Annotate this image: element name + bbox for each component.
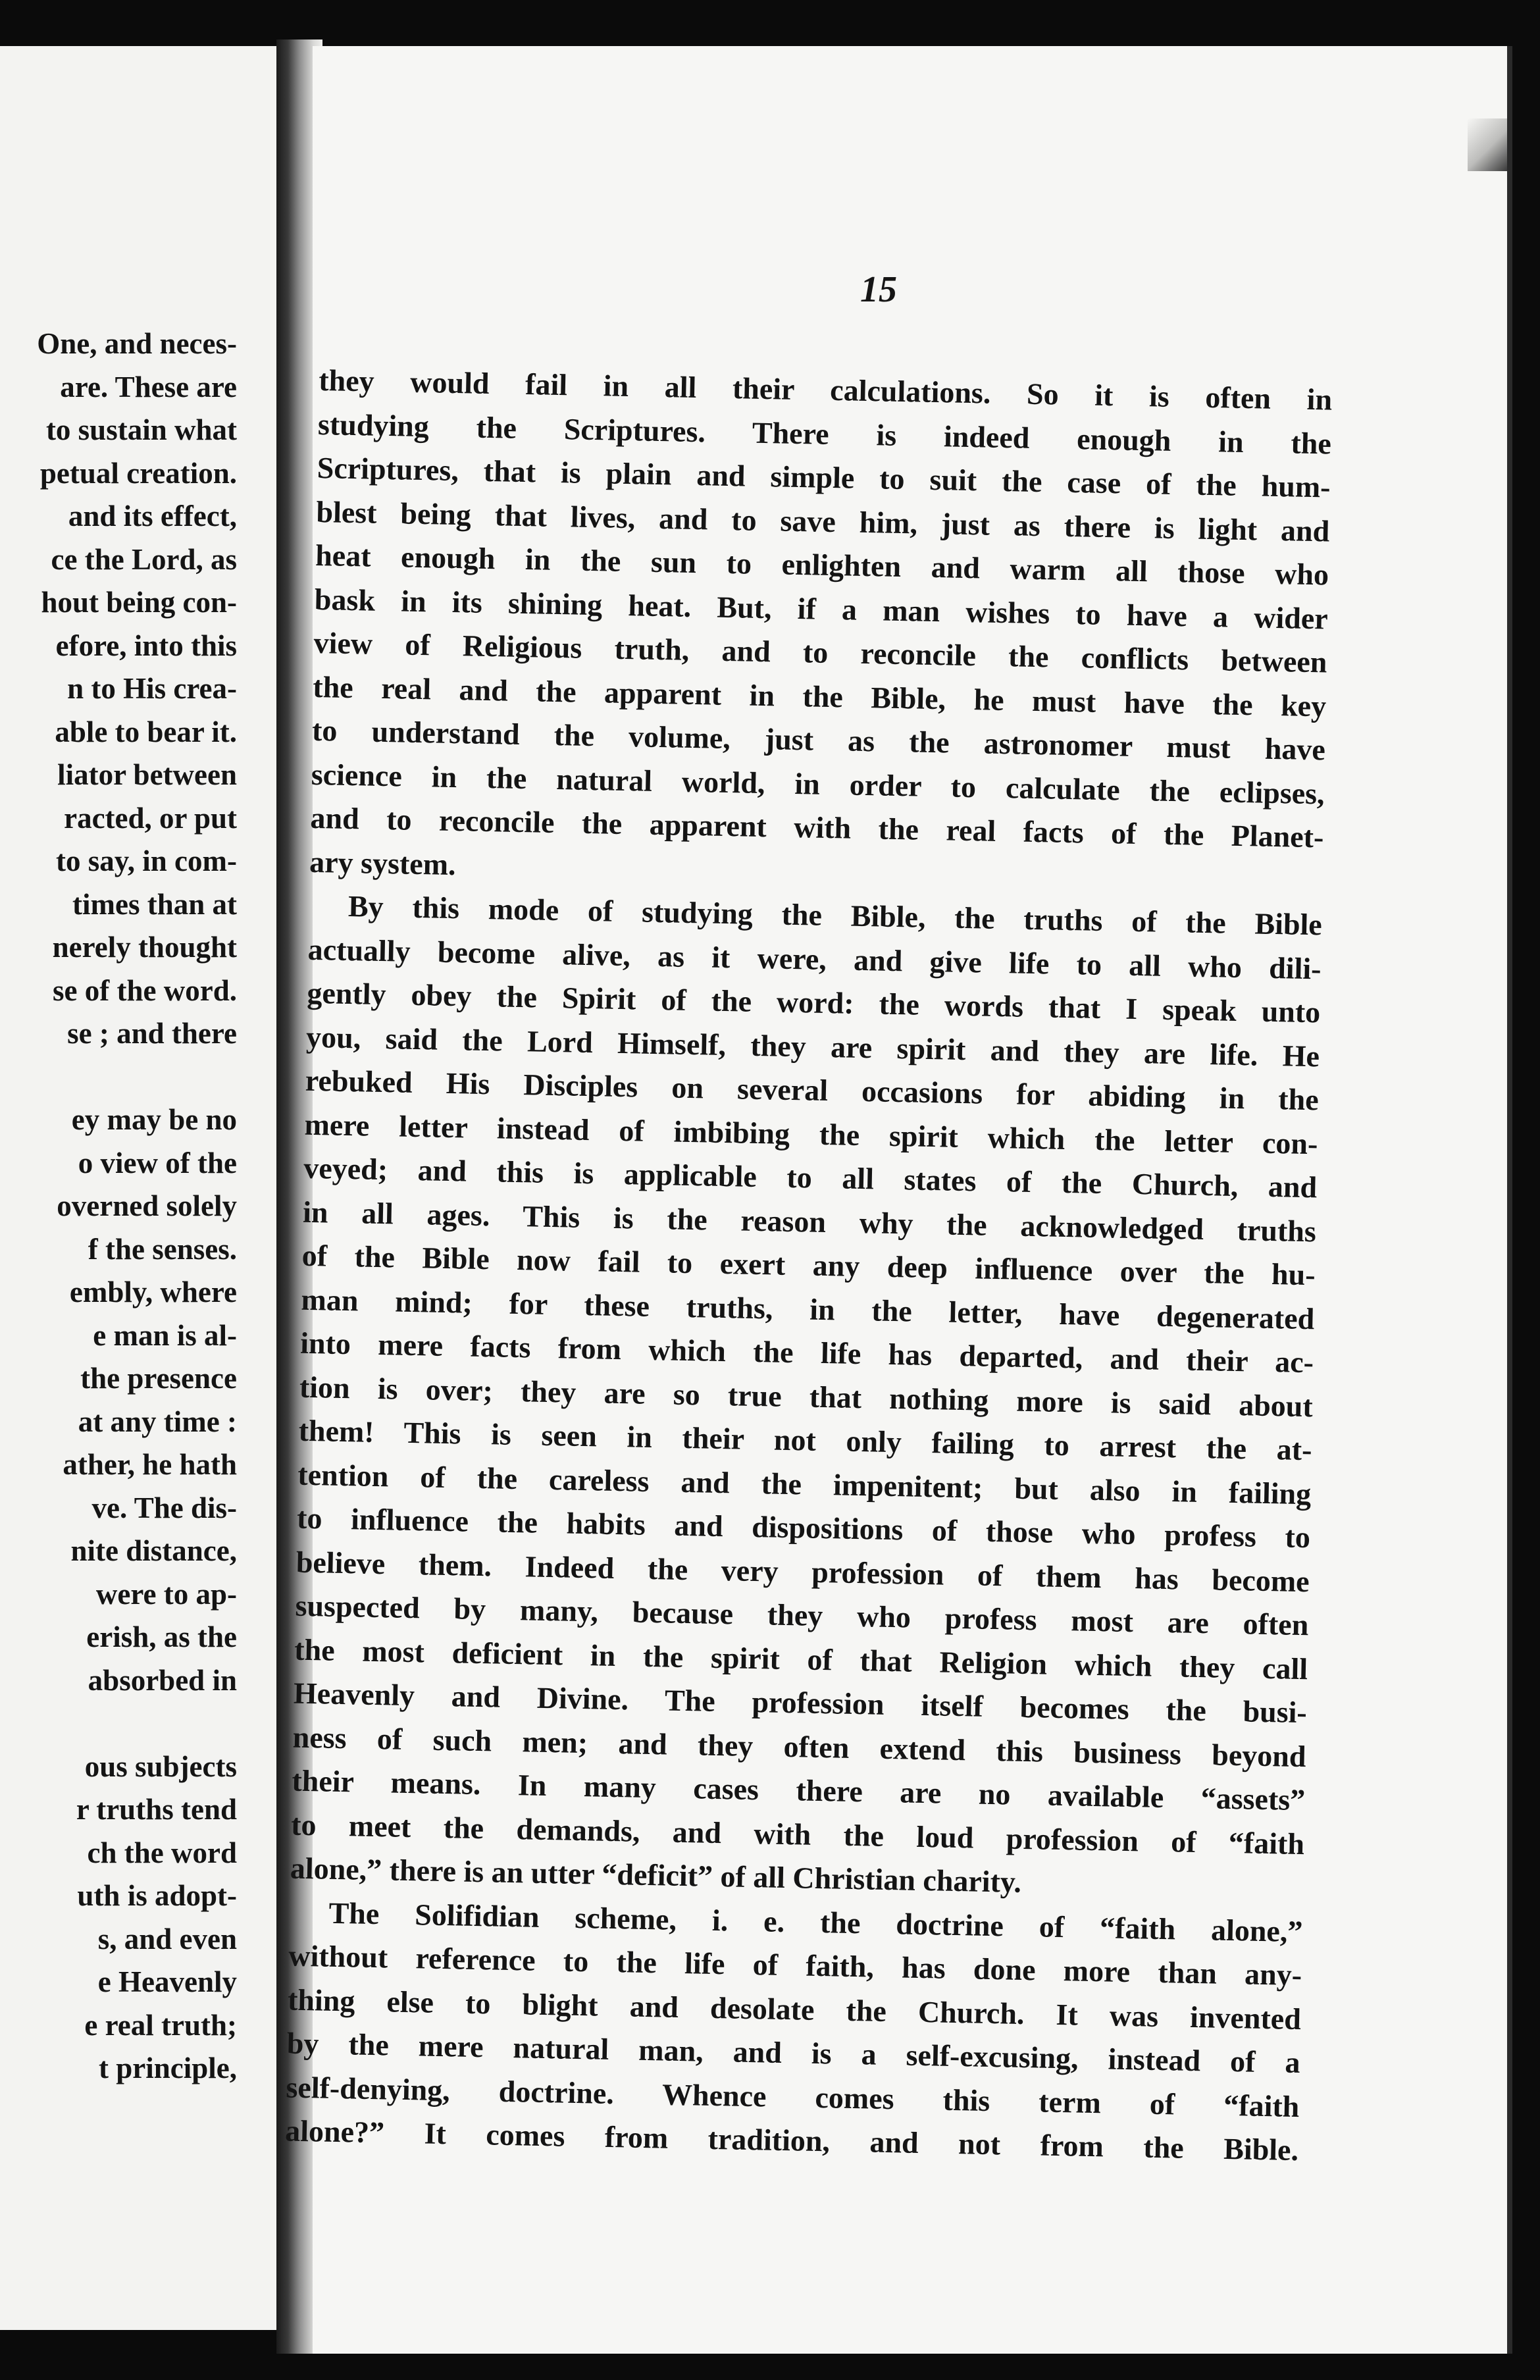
text-line: suspected by many, because they who profess most are often xyxy=(295,1588,1309,1642)
left-page-line: the presence xyxy=(80,1362,237,1395)
text-line: their means. In many cases there are no available “assets” xyxy=(292,1763,1306,1817)
scan-bottom-edge xyxy=(0,2354,1540,2380)
paragraph-3 xyxy=(285,1890,1303,2172)
text-line: gently obey the Spirit of the word: the words that I speak unto xyxy=(307,975,1321,1029)
text-line: ness of such men; and they often extend this business beyond xyxy=(292,1720,1307,1773)
left-page-line: ce the Lord, as xyxy=(51,542,237,576)
left-page-line: s, and even xyxy=(97,1922,237,1955)
left-page-line: petual creation. xyxy=(39,456,237,490)
left-page-line: e Heavenly xyxy=(97,1965,237,1998)
left-page-line: n to His crea- xyxy=(67,672,237,705)
text-line: veyed; and this is applicable to all states of the Church, and xyxy=(303,1151,1318,1204)
left-page-line: se of the word. xyxy=(53,973,237,1007)
left-page-line: erish, as the xyxy=(86,1620,237,1653)
text-line: studying the Scriptures. There is indeed enough in the xyxy=(317,407,1332,461)
paragraph-2 xyxy=(290,884,1322,1910)
text-line: of the Bible now fail to exert any deep influence over the hu- xyxy=(301,1238,1316,1292)
text-line: alone,” there is an utter “deficit” of all Christian charity. xyxy=(290,1851,1022,1899)
left-page-text xyxy=(0,323,237,2090)
text-line: Scriptures, that is plain and simple to suit the case of the hum- xyxy=(317,450,1331,504)
text-line: by the mere natural man, and is a self-excusing, instead of a xyxy=(286,2026,1301,2080)
text-line: believe them. Indeed the very profession of them has become xyxy=(295,1545,1310,1598)
left-page-line: to say, in com- xyxy=(56,844,237,877)
left-page-line: ch the word xyxy=(87,1836,237,1869)
paragraph-1 xyxy=(309,359,1333,903)
left-page-line xyxy=(0,1702,237,1746)
text-line: to meet the demands, and with the loud profession of “faith xyxy=(290,1807,1305,1861)
page-corner-fold xyxy=(1468,118,1507,171)
left-page-line: times than at xyxy=(72,887,237,921)
text-line: blest being that lives, and to save him, just as there is light and xyxy=(316,494,1330,548)
text-line: the real and the apparent in the Bible, he must have the key xyxy=(312,669,1327,723)
left-page-line: se ; and there xyxy=(67,1017,237,1050)
text-line: tion is over; they are so true that nothing more is said about xyxy=(299,1370,1314,1423)
text-line: into mere facts from which the life has departed, and their ac- xyxy=(299,1326,1314,1380)
left-page-line: were to ap- xyxy=(95,1577,237,1611)
text-line: bask in its shining heat. But, if a man wishes to have a wider xyxy=(314,582,1329,635)
text-line: man mind; for these truths, in the letter, have degenerated xyxy=(301,1282,1315,1335)
page-number: 15 xyxy=(860,269,897,310)
left-page-line: t principle, xyxy=(99,2052,237,2084)
text-line: to understand the volume, just as the astronomer must have xyxy=(311,713,1326,767)
left-page-line: and its effect, xyxy=(68,500,237,532)
text-line: they would fail in all their calculations. So it is often in xyxy=(318,363,1333,417)
text-line: actually become alive, as it were, and give life to all who dili- xyxy=(307,932,1322,985)
left-page-line: to sustain what xyxy=(45,413,237,446)
left-page-line: at any time : xyxy=(78,1405,237,1438)
text-line: The Solifidian scheme, i. e. the doctrine of “faith alone,” xyxy=(328,1896,1303,1948)
left-page-line: are. These are xyxy=(60,370,237,403)
left-page-line: efore, into this xyxy=(55,629,237,662)
text-line: mere letter instead of imbibing the spirit which the letter con- xyxy=(304,1107,1318,1160)
text-line: them! This is seen in their not only failing to arrest the at- xyxy=(298,1413,1312,1467)
left-page-line: ather, he hath xyxy=(63,1448,237,1481)
left-page-fragment xyxy=(0,46,283,2330)
left-page-line xyxy=(0,1056,237,1099)
left-page-line: o view of the xyxy=(78,1146,237,1179)
left-page-line: ous subjects xyxy=(84,1749,237,1783)
text-line: alone?” It comes from tradition, and not from the Bible. xyxy=(284,2113,1299,2167)
left-page-line: f the senses. xyxy=(88,1232,237,1266)
text-line: you, said the Lord Himself, they are spirit and they are life. He xyxy=(305,1020,1320,1073)
text-line: heat enough in the sun to enlighten and warm all those who xyxy=(315,538,1329,592)
text-line: By this mode of studying the Bible, the truths of the Bible xyxy=(347,889,1323,942)
text-line: the most deficient in the spirit of that Religion which they call xyxy=(294,1632,1308,1686)
left-page-line: embly, where xyxy=(69,1276,237,1308)
left-page-line: able to bear it. xyxy=(55,715,237,748)
text-line: view of Religious truth, and to reconcile the conflicts between xyxy=(313,625,1327,679)
text-line: and to reconcile the apparent with the real facts of the Planet- xyxy=(310,800,1324,854)
left-page-line: ve. The dis- xyxy=(91,1491,237,1524)
left-page-line: racted, or put xyxy=(64,801,237,835)
left-page-line: r truths tend xyxy=(76,1793,237,1826)
left-page-line: overned solely xyxy=(57,1189,237,1222)
text-line: ary system. xyxy=(309,844,457,881)
left-page-line: nite distance, xyxy=(70,1534,237,1567)
text-line: without reference to the life of faith, has done more than any- xyxy=(288,1938,1302,1992)
text-line: rebuked His Disciples on several occasions for abiding in the xyxy=(305,1063,1320,1117)
left-page-line: hout being con- xyxy=(41,586,237,619)
right-page xyxy=(284,46,1512,2356)
text-line: Heavenly and Divine. The profession itself becomes the busi- xyxy=(293,1676,1308,1730)
left-page-line: absorbed in xyxy=(88,1663,237,1697)
text-line: self-denying, doctrine. Whence comes this term of “faith xyxy=(286,2070,1300,2123)
left-page-line: nerely thought xyxy=(52,931,237,964)
left-page-line: e real truth; xyxy=(84,2008,237,2042)
left-page-line: uth is adopt- xyxy=(77,1879,237,1912)
left-page-line: ey may be no xyxy=(71,1103,237,1136)
text-line: science in the natural world, in order to calculate the eclipses, xyxy=(311,757,1325,810)
left-page-line: liator between xyxy=(57,758,237,791)
text-line: in all ages. This is the reason why the acknowledged truths xyxy=(302,1195,1317,1248)
text-line: to influence the habits and dispositions of those who profess to xyxy=(296,1501,1311,1555)
text-line: tention of the careless and the impenitent; but also in failing xyxy=(297,1457,1312,1511)
left-page-line: e man is al- xyxy=(93,1318,237,1352)
left-page-line: One, and neces- xyxy=(37,327,237,360)
text-line: thing else to blight and desolate the Church. It was invented xyxy=(287,1982,1302,2036)
page-body xyxy=(285,359,1333,2173)
